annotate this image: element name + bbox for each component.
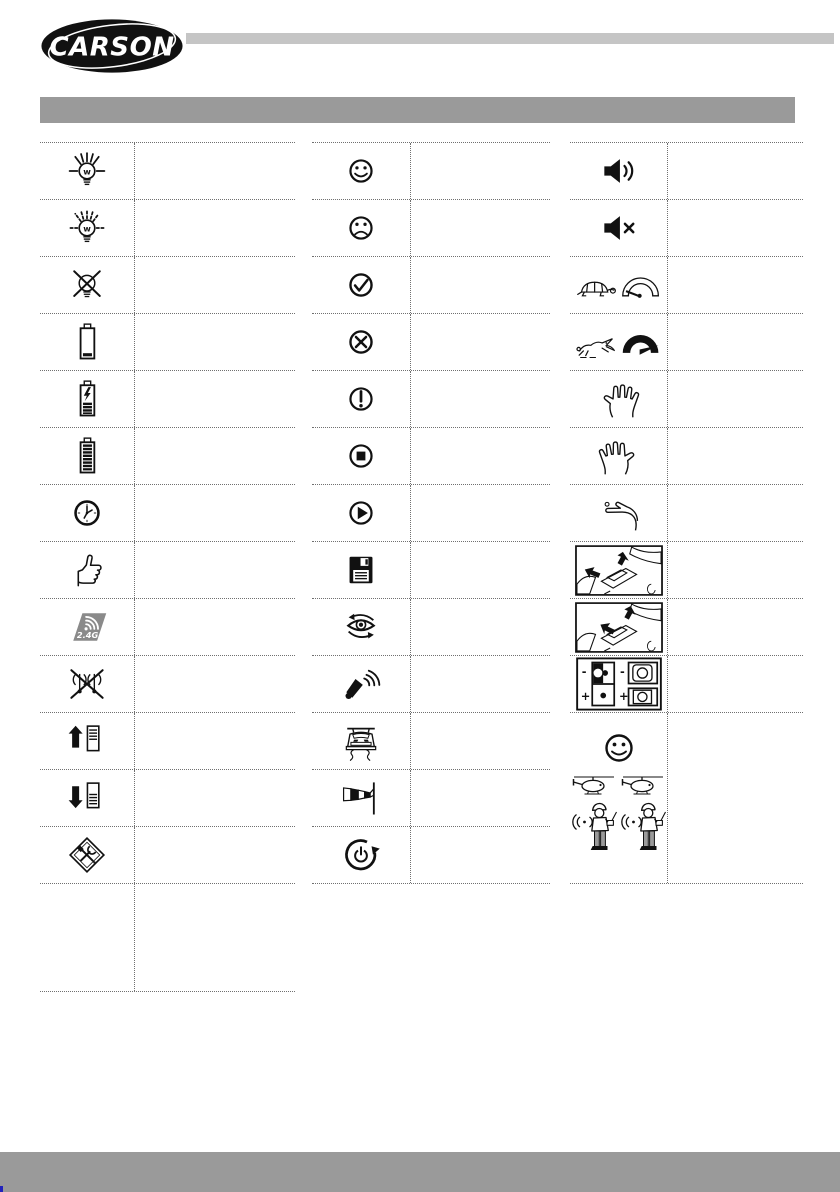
no-interference-icon [40,656,135,712]
description-cell [135,827,295,883]
description-cell [411,143,550,199]
badge-2-4g-icon [40,599,135,655]
description-cell [135,371,295,427]
power-restart-row [312,826,550,883]
slider-down-icon [40,770,135,826]
description-cell [135,428,295,484]
description-cell [411,827,550,883]
description-cell [135,599,295,655]
play-circle-icon [312,485,411,541]
thumbs-up-icon [40,542,135,598]
speaker-mute-row [570,199,803,256]
description-cell [411,599,550,655]
bulb-blinking-icon [40,200,135,256]
description-cell [668,143,803,199]
description-cell [668,257,803,313]
smiley-sad-row [312,199,550,256]
legend-table-2 [312,142,550,884]
description-cell [411,656,550,712]
description-cell [135,884,295,991]
slider-down-row [40,769,295,826]
battery-polarity-row [570,655,803,712]
slider-up-icon [40,713,135,769]
description-cell [668,485,803,541]
car-front-row [312,712,550,769]
turtle-gauge-row [570,256,803,313]
clock-row [40,484,295,541]
rabbit-gauge-row [570,313,803,370]
carson-logo-text: CARSON [49,32,175,63]
description-cell [668,542,803,598]
battery-full-row [40,427,295,484]
description-cell [411,200,550,256]
stop-circle-row [312,427,550,484]
description-cell [668,371,803,427]
section-title-bar [40,97,795,123]
photo-battery-insert-icon [570,542,668,598]
description-cell [411,257,550,313]
car-front-icon [312,713,411,769]
rabbit-gauge-icon [570,314,668,370]
badge-2-4g-row [40,598,295,655]
legend-table-3 [570,142,803,884]
description-cell [135,143,295,199]
description-cell [135,485,295,541]
save-floppy-row [312,541,550,598]
carson-logo [38,17,186,75]
description-cell [411,542,550,598]
description-cell [135,257,295,313]
description-cell [668,599,803,655]
description-cell [411,770,550,826]
description-cell [668,713,803,883]
empty-row [40,883,295,991]
empty-icon-cell [40,884,135,991]
service-tools-row [40,826,295,883]
clock-icon [40,485,135,541]
eye-check-row [312,598,550,655]
bulb-on-icon [40,143,135,199]
photo-battery-remove-icon [570,599,668,655]
description-cell [135,200,295,256]
smiley-happy-row [312,142,550,199]
description-cell [135,713,295,769]
bulb-on-row [40,142,295,199]
cross-circle-icon [312,314,411,370]
bulb-off-row [40,256,295,313]
speaker-on-icon [570,143,668,199]
windsock-row [312,769,550,826]
bulb-blinking-row [40,199,295,256]
save-floppy-icon [312,542,411,598]
thumbs-up-row [40,541,295,598]
play-circle-row [312,484,550,541]
battery-low-row [40,313,295,370]
speaker-mute-icon [570,200,668,256]
pilots-smiley-icon [570,713,668,883]
description-cell [135,314,295,370]
no-interference-row [40,655,295,712]
power-restart-icon [312,827,411,883]
battery-charging-icon [40,371,135,427]
description-cell [135,542,295,598]
hand-pinch-icon [570,485,668,541]
description-cell [411,485,550,541]
hand-open-left-row [570,370,803,427]
hand-open-left-icon [570,371,668,427]
description-cell [411,314,550,370]
print-corner-mark [0,1186,3,1192]
signal-horn-row [312,655,550,712]
slider-up-row [40,712,295,769]
pilots-smiley-row [570,712,803,883]
photo-battery-remove-row [570,598,803,655]
eye-check-icon [312,599,411,655]
description-cell [411,371,550,427]
description-cell [411,428,550,484]
hand-open-right-icon [570,428,668,484]
bulb-off-icon [40,257,135,313]
footer-bar [0,1152,840,1192]
legend-table-1 [40,142,295,992]
battery-low-icon [40,314,135,370]
check-circle-icon [312,257,411,313]
description-cell [668,428,803,484]
battery-full-icon [40,428,135,484]
battery-polarity-icon [570,656,668,712]
smiley-happy-icon [312,143,411,199]
top-gray-strip [186,33,834,44]
service-tools-icon [40,827,135,883]
description-cell [668,656,803,712]
hand-open-right-row [570,427,803,484]
windsock-icon [312,770,411,826]
check-circle-row [312,256,550,313]
description-cell [135,656,295,712]
exclamation-circle-icon [312,371,411,427]
description-cell [411,713,550,769]
smiley-sad-icon [312,200,411,256]
photo-battery-insert-row [570,541,803,598]
turtle-gauge-icon [570,257,668,313]
cross-circle-row [312,313,550,370]
exclamation-circle-row [312,370,550,427]
hand-pinch-row [570,484,803,541]
battery-charging-row [40,370,295,427]
stop-circle-icon [312,428,411,484]
signal-horn-icon [312,656,411,712]
description-cell [135,770,295,826]
description-cell [668,200,803,256]
description-cell [668,314,803,370]
speaker-on-row [570,142,803,199]
